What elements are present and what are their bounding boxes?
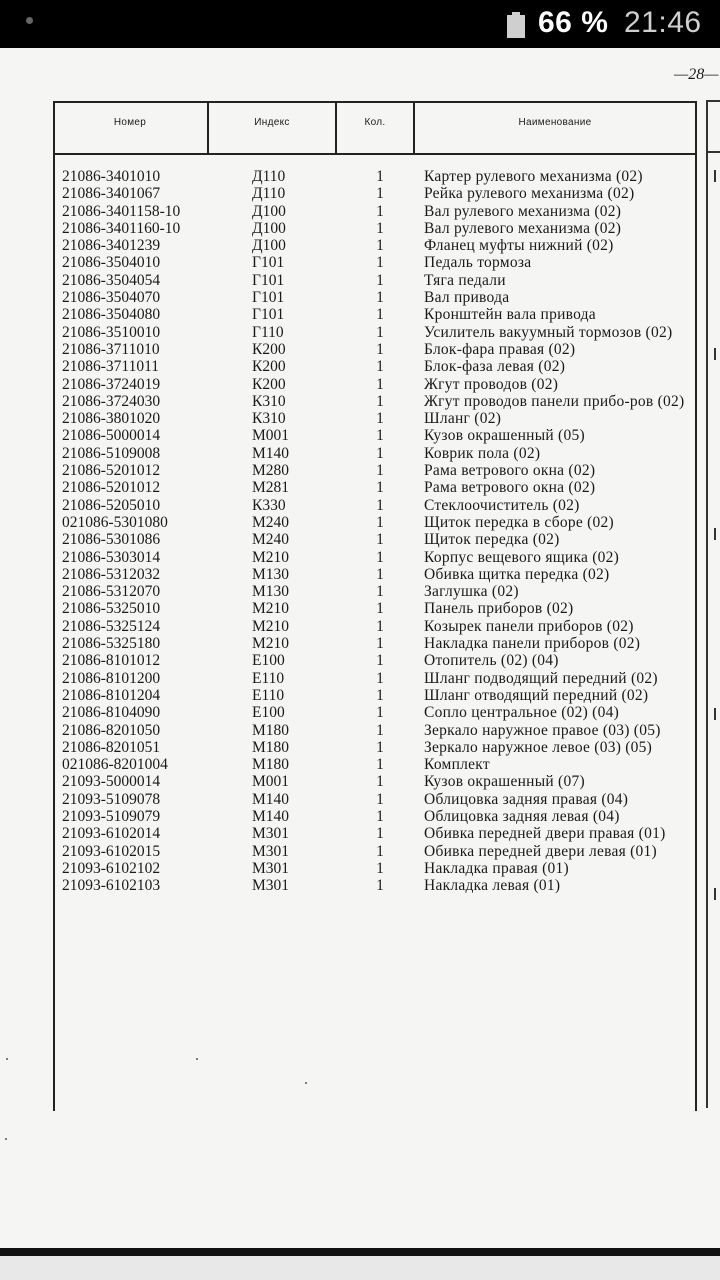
table-row bbox=[0, 168, 720, 185]
scan-speck bbox=[305, 1082, 307, 1084]
table-row bbox=[0, 185, 720, 202]
part-name: Вал рулевого механизма (02) bbox=[424, 219, 622, 237]
part-index: К330 bbox=[252, 496, 286, 514]
part-name: Накладка левая (01) bbox=[424, 877, 561, 895]
battery-icon bbox=[507, 12, 525, 38]
column-header-name: Наименование bbox=[518, 117, 592, 128]
part-quantity: 1 bbox=[376, 686, 384, 704]
part-number: 21086-5109008 bbox=[62, 444, 161, 462]
part-number: 21086-5325010 bbox=[62, 600, 161, 618]
part-index: Е110 bbox=[252, 686, 285, 704]
part-quantity: 1 bbox=[376, 583, 384, 601]
part-number: 21086-8201051 bbox=[62, 738, 161, 756]
part-name: Вал привода bbox=[424, 289, 510, 307]
part-index: Е100 bbox=[252, 704, 285, 722]
part-quantity: 1 bbox=[376, 617, 384, 635]
part-index: Е100 bbox=[252, 652, 285, 670]
part-number: 21086-3724030 bbox=[62, 392, 161, 410]
part-quantity: 1 bbox=[376, 635, 384, 653]
part-quantity: 1 bbox=[376, 600, 384, 618]
table-row bbox=[0, 410, 720, 427]
part-number: 21086-3401010 bbox=[62, 168, 161, 185]
part-number: 21086-3711010 bbox=[62, 340, 160, 358]
part-name: Стеклоочиститель (02) bbox=[424, 496, 580, 514]
table-header-rule bbox=[53, 153, 697, 155]
part-number: 21086-3504010 bbox=[62, 254, 161, 272]
part-number: 21086-5000014 bbox=[62, 427, 161, 445]
table-row bbox=[0, 687, 720, 704]
part-index: М210 bbox=[252, 600, 290, 618]
part-number: 21086-5312032 bbox=[62, 565, 161, 583]
scan-speck bbox=[5, 1138, 7, 1140]
part-number: 21093-6102015 bbox=[62, 842, 161, 860]
part-name: Фланец муфты нижний (02) bbox=[424, 237, 614, 255]
part-name: Зеркало наружное левое (03) (05) bbox=[424, 738, 653, 756]
table-row bbox=[0, 843, 720, 860]
part-index: Г101 bbox=[252, 289, 285, 307]
part-number: 21086-5301086 bbox=[62, 531, 161, 549]
part-name: Усилитель вакуумный тормозов (02) bbox=[424, 323, 673, 341]
part-name: Блок-фара правая (02) bbox=[424, 340, 576, 358]
table-row bbox=[0, 497, 720, 514]
table-row bbox=[0, 462, 720, 479]
table-top-rule bbox=[53, 101, 697, 103]
part-index: М301 bbox=[252, 877, 290, 895]
table-row bbox=[0, 583, 720, 600]
part-name: Обивка передней двери правая (01) bbox=[424, 825, 666, 843]
part-quantity: 1 bbox=[376, 496, 384, 514]
part-name: Щиток передка (02) bbox=[424, 531, 560, 549]
part-number: 21086-3504070 bbox=[62, 289, 161, 307]
part-index: К200 bbox=[252, 375, 286, 393]
table-row bbox=[0, 600, 720, 617]
table-row bbox=[0, 739, 720, 756]
part-quantity: 1 bbox=[376, 254, 384, 272]
part-number: 21093-5000014 bbox=[62, 773, 161, 791]
part-index: М281 bbox=[252, 479, 290, 497]
part-index: Е110 bbox=[252, 669, 285, 687]
part-quantity: 1 bbox=[376, 358, 384, 376]
part-name: Отопитель (02) (04) bbox=[424, 652, 559, 670]
part-quantity: 1 bbox=[376, 790, 384, 808]
table-row bbox=[0, 427, 720, 444]
part-quantity: 1 bbox=[376, 669, 384, 687]
next-table-top-rule bbox=[706, 100, 720, 102]
part-quantity: 1 bbox=[376, 410, 384, 428]
next-table-header-rule bbox=[706, 151, 720, 153]
part-number: 21093-6102103 bbox=[62, 877, 161, 895]
part-name: Педаль тормоза bbox=[424, 254, 532, 272]
part-name: Панель приборов (02) bbox=[424, 600, 574, 618]
table-row bbox=[0, 670, 720, 687]
part-name: Кронштейн вала привода bbox=[424, 306, 596, 324]
part-number: 021086-5301080 bbox=[62, 513, 168, 531]
part-index: Д100 bbox=[252, 219, 286, 237]
part-number: 21086-3401158-10 bbox=[62, 202, 181, 220]
part-index: М001 bbox=[252, 773, 290, 791]
part-number: 21086-3504080 bbox=[62, 306, 161, 324]
part-name: Жгут проводов панели прибо-ров (02) bbox=[424, 392, 685, 410]
part-index: Г101 bbox=[252, 271, 285, 289]
part-index: М140 bbox=[252, 444, 290, 462]
table-row bbox=[0, 860, 720, 877]
part-name: Вал рулевого механизма (02) bbox=[424, 202, 622, 220]
part-quantity: 1 bbox=[376, 738, 384, 756]
clock: 21:46 bbox=[624, 6, 702, 39]
part-index: М210 bbox=[252, 617, 290, 635]
table-row bbox=[0, 376, 720, 393]
part-number: 21086-3801020 bbox=[62, 410, 161, 428]
part-number: 21086-8101012 bbox=[62, 652, 161, 670]
part-number: 21086-8101200 bbox=[62, 669, 161, 687]
part-quantity: 1 bbox=[376, 842, 384, 860]
part-number: 21086-8101204 bbox=[62, 686, 161, 704]
part-quantity: 1 bbox=[376, 340, 384, 358]
part-quantity: 1 bbox=[376, 427, 384, 445]
part-name: Рама ветрового окна (02) bbox=[424, 479, 596, 497]
part-name: Облицовка задняя правая (04) bbox=[424, 790, 629, 808]
table-row bbox=[0, 704, 720, 721]
table-row bbox=[0, 289, 720, 306]
table-row bbox=[0, 324, 720, 341]
part-name: Облицовка задняя левая (04) bbox=[424, 807, 620, 825]
part-quantity: 1 bbox=[376, 237, 384, 255]
part-name: Зеркало наружное правое (03) (05) bbox=[424, 721, 661, 739]
part-number: 21086-3724019 bbox=[62, 375, 161, 393]
part-number: 21093-5109078 bbox=[62, 790, 161, 808]
table-row bbox=[0, 358, 720, 375]
table-row bbox=[0, 514, 720, 531]
table-row bbox=[0, 272, 720, 289]
part-number: 21093-6102102 bbox=[62, 859, 161, 877]
part-quantity: 1 bbox=[376, 756, 384, 774]
part-index: М001 bbox=[252, 427, 290, 445]
part-index: М180 bbox=[252, 738, 290, 756]
part-index: М130 bbox=[252, 565, 290, 583]
part-number: 21086-3401239 bbox=[62, 237, 161, 255]
notification-dot-icon bbox=[26, 17, 33, 24]
part-quantity: 1 bbox=[376, 513, 384, 531]
part-number: 21093-5109079 bbox=[62, 807, 161, 825]
table-row bbox=[0, 254, 720, 271]
part-name: Заглушка (02) bbox=[424, 583, 519, 601]
table-row bbox=[0, 652, 720, 669]
table-row bbox=[0, 773, 720, 790]
part-index: М301 bbox=[252, 842, 290, 860]
part-name: Шланг (02) bbox=[424, 410, 502, 428]
part-quantity: 1 bbox=[376, 565, 384, 583]
table-row bbox=[0, 877, 720, 894]
table-row bbox=[0, 549, 720, 566]
part-quantity: 1 bbox=[376, 807, 384, 825]
part-index: М180 bbox=[252, 721, 290, 739]
table-row bbox=[0, 393, 720, 410]
part-quantity: 1 bbox=[376, 323, 384, 341]
part-quantity: 1 bbox=[376, 773, 384, 791]
part-name: Обивка передней двери левая (01) bbox=[424, 842, 657, 860]
part-number: 21093-6102014 bbox=[62, 825, 161, 843]
document-page[interactable] bbox=[0, 48, 720, 1248]
part-quantity: 1 bbox=[376, 859, 384, 877]
part-index: Д110 bbox=[252, 185, 286, 203]
part-name: Кузов окрашенный (07) bbox=[424, 773, 585, 791]
part-index: К200 bbox=[252, 340, 286, 358]
part-name: Сопло центральное (02) (04) bbox=[424, 704, 620, 722]
part-name: Козырек панели приборов (02) bbox=[424, 617, 634, 635]
part-number: 21086-5201012 bbox=[62, 462, 161, 480]
column-header-number: Номер bbox=[113, 117, 147, 128]
part-number: 21086-3401160-10 bbox=[62, 219, 181, 237]
part-name: Рама ветрового окна (02) bbox=[424, 462, 596, 480]
part-number: 021086-8201004 bbox=[62, 756, 168, 774]
part-number: 21086-5205010 bbox=[62, 496, 161, 514]
part-number: 21086-3504054 bbox=[62, 271, 161, 289]
column-header-qty: Кол. bbox=[364, 117, 386, 128]
part-quantity: 1 bbox=[376, 306, 384, 324]
table-row bbox=[0, 791, 720, 808]
table-row bbox=[0, 237, 720, 254]
part-index: Д100 bbox=[252, 202, 286, 220]
table-row bbox=[0, 306, 720, 323]
part-name: Блок-фаза левая (02) bbox=[424, 358, 566, 376]
part-number: 21086-5325124 bbox=[62, 617, 161, 635]
part-name: Жгут проводов (02) bbox=[424, 375, 559, 393]
part-name: Корпус вещевого ящика (02) bbox=[424, 548, 620, 566]
part-name: Накладка правая (01) bbox=[424, 859, 569, 877]
battery-percent: 66 % bbox=[538, 6, 609, 39]
part-quantity: 1 bbox=[376, 548, 384, 566]
part-name: Обивка щитка передка (02) bbox=[424, 565, 610, 583]
status-bar bbox=[0, 0, 720, 48]
part-index: М130 bbox=[252, 583, 290, 601]
part-quantity: 1 bbox=[376, 531, 384, 549]
part-number: 21086-3510010 bbox=[62, 323, 161, 341]
part-quantity: 1 bbox=[376, 444, 384, 462]
part-name: Рейка рулевого механизма (02) bbox=[424, 185, 635, 203]
part-index: Г101 bbox=[252, 254, 285, 272]
part-quantity: 1 bbox=[376, 877, 384, 895]
part-quantity: 1 bbox=[376, 168, 384, 185]
part-index: М240 bbox=[252, 531, 290, 549]
part-number: 21086-8104090 bbox=[62, 704, 161, 722]
bottom-edge bbox=[0, 1248, 720, 1256]
part-index: М210 bbox=[252, 548, 290, 566]
part-quantity: 1 bbox=[376, 202, 384, 220]
part-index: М140 bbox=[252, 807, 290, 825]
navigation-area bbox=[0, 1256, 720, 1280]
part-index: Д100 bbox=[252, 237, 286, 255]
part-name: Коврик пола (02) bbox=[424, 444, 541, 462]
part-name: Щиток передка в сборе (02) bbox=[424, 513, 614, 531]
part-quantity: 1 bbox=[376, 289, 384, 307]
part-number: 21086-3401067 bbox=[62, 185, 161, 203]
part-index: М140 bbox=[252, 790, 290, 808]
part-number: 21086-3711011 bbox=[62, 358, 160, 376]
table-row bbox=[0, 635, 720, 652]
scan-speck bbox=[6, 1058, 8, 1060]
part-name: Тяга педали bbox=[424, 271, 506, 289]
part-index: М280 bbox=[252, 462, 290, 480]
part-quantity: 1 bbox=[376, 375, 384, 393]
table-row bbox=[0, 566, 720, 583]
part-name: Картер рулевого механизма (02) bbox=[424, 168, 643, 185]
table-row bbox=[0, 203, 720, 220]
part-index: М240 bbox=[252, 513, 290, 531]
table-row bbox=[0, 756, 720, 773]
table-row bbox=[0, 220, 720, 237]
part-index: Г110 bbox=[252, 323, 284, 341]
part-name: Шланг отводящий передний (02) bbox=[424, 686, 649, 704]
part-index: К310 bbox=[252, 392, 286, 410]
column-header-index: Индекс bbox=[254, 117, 290, 128]
table-row bbox=[0, 618, 720, 635]
part-number: 21086-5201012 bbox=[62, 479, 161, 497]
part-quantity: 1 bbox=[376, 392, 384, 410]
part-index: М301 bbox=[252, 825, 290, 843]
part-number: 21086-8201050 bbox=[62, 721, 161, 739]
part-quantity: 1 bbox=[376, 271, 384, 289]
part-index: К200 bbox=[252, 358, 286, 376]
part-index: К310 bbox=[252, 410, 286, 428]
part-name: Комплект bbox=[424, 756, 490, 774]
table-row bbox=[0, 445, 720, 462]
part-name: Шланг подводящий передний (02) bbox=[424, 669, 658, 687]
table-row bbox=[0, 531, 720, 548]
part-name: Кузов окрашенный (05) bbox=[424, 427, 585, 445]
table-row bbox=[0, 722, 720, 739]
part-index: М180 bbox=[252, 756, 290, 774]
table-row bbox=[0, 825, 720, 842]
part-index: Г101 bbox=[252, 306, 285, 324]
part-quantity: 1 bbox=[376, 825, 384, 843]
part-index: М210 bbox=[252, 635, 290, 653]
page-number: —28— bbox=[674, 66, 719, 83]
part-index: М301 bbox=[252, 859, 290, 877]
part-number: 21086-5325180 bbox=[62, 635, 161, 653]
part-quantity: 1 bbox=[376, 652, 384, 670]
part-quantity: 1 bbox=[376, 721, 384, 739]
table-row bbox=[0, 341, 720, 358]
part-quantity: 1 bbox=[376, 704, 384, 722]
table-body bbox=[0, 168, 720, 894]
part-number: 21086-5303014 bbox=[62, 548, 161, 566]
table-row bbox=[0, 479, 720, 496]
part-quantity: 1 bbox=[376, 219, 384, 237]
table-row bbox=[0, 808, 720, 825]
part-quantity: 1 bbox=[376, 462, 384, 480]
part-quantity: 1 bbox=[376, 185, 384, 203]
part-name: Накладка панели приборов (02) bbox=[424, 635, 641, 653]
scan-speck bbox=[196, 1058, 198, 1060]
part-index: Д110 bbox=[252, 168, 286, 185]
part-number: 21086-5312070 bbox=[62, 583, 161, 601]
part-quantity: 1 bbox=[376, 479, 384, 497]
